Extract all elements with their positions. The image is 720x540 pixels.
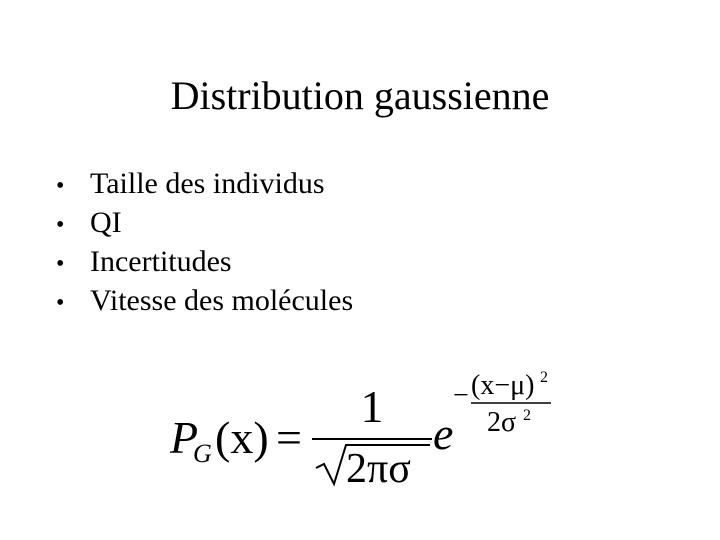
formula-exponent-numerator-power: 2 xyxy=(540,369,548,386)
bullet-icon: • xyxy=(56,212,65,238)
list-item xyxy=(56,281,353,320)
formula-equals: = xyxy=(276,412,302,463)
formula-lhs-argument: (x) xyxy=(215,412,269,463)
bullet-icon: • xyxy=(56,290,65,316)
list-item xyxy=(56,164,353,203)
gaussian-formula xyxy=(0,360,720,505)
list-item-label: Taille des individus xyxy=(90,167,325,200)
formula-exponent-denominator-power: 2 xyxy=(523,407,531,424)
list-item xyxy=(56,203,353,242)
formula-exponent-denominator: 2σ xyxy=(487,407,517,438)
formula-numerator: 1 xyxy=(360,381,384,432)
bullet-icon: • xyxy=(56,173,65,199)
bullet-icon: • xyxy=(56,251,65,277)
formula-svg xyxy=(0,360,720,500)
formula-base-e: e xyxy=(433,408,454,459)
formula-exponent-sign: − xyxy=(453,380,469,411)
list-item xyxy=(56,242,353,281)
list-item-label: QI xyxy=(90,206,122,239)
bullet-list xyxy=(56,164,353,320)
formula-exponent-numerator: (x−μ) xyxy=(471,370,535,401)
formula-lhs-subscript: G xyxy=(193,439,212,468)
slide-title: Distribution gaussienne xyxy=(170,73,550,118)
list-item-label: Vitesse des molécules xyxy=(90,284,354,317)
formula-denominator: 2πσ xyxy=(346,446,411,492)
formula-lhs-p: P xyxy=(170,412,199,463)
list-item-label: Incertitudes xyxy=(90,245,232,278)
